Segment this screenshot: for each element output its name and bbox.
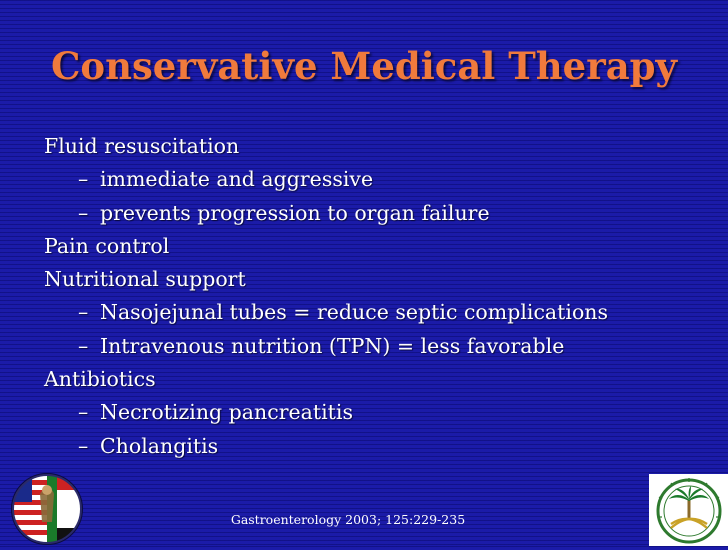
bullet-item bbox=[44, 230, 704, 263]
bullet-text: Pain control bbox=[44, 233, 170, 258]
sub-bullet-item bbox=[44, 430, 704, 463]
bullet-text: Fluid resuscitation bbox=[44, 134, 240, 158]
bullet-list bbox=[44, 130, 704, 463]
bullet-text: Cholangitis bbox=[100, 433, 219, 458]
slide-title: Conservative Medical Therapy bbox=[50, 44, 678, 88]
bullet-text: Antibiotics bbox=[44, 367, 156, 392]
sub-bullet-item bbox=[44, 296, 704, 329]
bullet-item bbox=[44, 130, 704, 163]
bullet-text: prevents progression to organ failure bbox=[100, 200, 490, 225]
dash-glyph: – bbox=[78, 200, 89, 225]
sub-bullet-item bbox=[44, 163, 704, 196]
dash-glyph: – bbox=[78, 400, 89, 425]
dash-glyph: – bbox=[78, 300, 89, 325]
dash-glyph: – bbox=[78, 167, 89, 192]
bullet-item bbox=[44, 263, 704, 296]
sub-bullet-item bbox=[44, 396, 704, 429]
dash-glyph: – bbox=[78, 333, 89, 358]
bullet-text: Necrotizing pancreatitis bbox=[100, 400, 353, 425]
citation: Gastroenterology 2003; 125:229-235 bbox=[230, 512, 466, 527]
bullet-text: Nutritional support bbox=[44, 267, 246, 292]
bullet-text: Nasojejunal tubes = reduce septic complications bbox=[100, 300, 609, 325]
sub-bullet-item bbox=[44, 330, 704, 363]
flag-emblem-icon bbox=[10, 472, 84, 550]
bullet-text: Intravenous nutrition (TPN) = less favorable bbox=[100, 333, 565, 358]
bullet-item bbox=[44, 363, 704, 396]
sub-bullet-item bbox=[44, 197, 704, 230]
dash-glyph: – bbox=[78, 433, 89, 458]
bullet-text: immediate and aggressive bbox=[100, 167, 374, 192]
palm-swords-emblem-icon bbox=[649, 474, 728, 550]
